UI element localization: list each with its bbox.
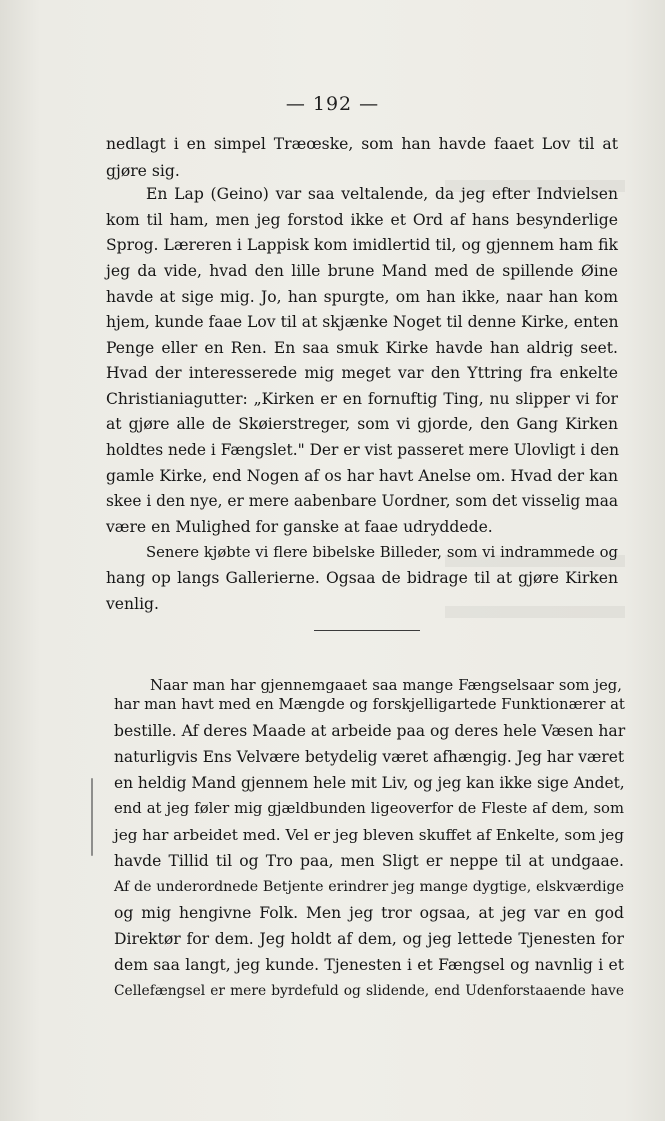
text-line: gjøre sig.: [106, 162, 180, 180]
text-line: dem saa langt, jeg kunde. Tjenesten i et Fængsel og navnlig i et: [114, 956, 624, 974]
text-line: Af de underordnede Betjente erindrer jeg mange dygtige, elskværdige: [114, 879, 624, 895]
text-line: havde Tillid til og Tro paa, men Sligt er neppe til at undgaae.: [114, 852, 624, 870]
text-line: skee i den nye, er mere aabenbare Uordner, som det visselig maa: [106, 492, 619, 510]
page-number: — 192 —: [285, 93, 380, 115]
text-line: hang op langs Gallerierne. Ogsaa de bidrage til at gjøre Kirken: [106, 569, 618, 587]
text-line: være en Mulighed for ganske at faae udryddede.: [106, 518, 493, 536]
text-line: og mig hengivne Folk. Men jeg tror ogsaa, at jeg var en god: [114, 904, 624, 922]
text-line: En Lap (Geino) var saa veltalende, da jeg efter Indvielsen: [146, 185, 618, 203]
text-line: Cellefængsel er mere byrdefuld og slidende, end Udenforstaaende have: [114, 983, 624, 999]
text-line: at gjøre alle de Skøierstreger, som vi gjorde, den Gang Kirken: [106, 415, 618, 433]
text-line: gamle Kirke, end Nogen af os har havt Anelse om. Hvad der kan: [106, 467, 618, 485]
text-line: Direktør for dem. Jeg holdt af dem, og jeg lettede Tjenesten for: [114, 930, 624, 948]
text-line: Senere kjøbte vi flere bibelske Billeder, som vi indrammede og: [146, 544, 618, 561]
text-line: nedlagt i en simpel Træœske, som han havde faaet Lov til at: [106, 135, 618, 153]
text-line: bestille. Af deres Maade at arbeide paa og deres hele Væsen har: [114, 722, 626, 740]
text-line: holdtes nede i Fængslet." Der er vist passeret mere Ulovligt i den: [106, 441, 620, 459]
text-line: naturligvis Ens Velvære betydelig været afhængig. Jeg har været: [114, 748, 624, 766]
text-line: Naar man har gjennemgaaet saa mange Fængselsaar som jeg,: [150, 677, 622, 694]
text-line: Christianiagutter: „Kirken er en fornuftig Ting, nu slipper vi for: [106, 390, 618, 408]
text-line: hjem, kunde faae Lov til at skjænke Noget til denne Kirke, enten: [106, 313, 619, 331]
text-line: kom til ham, men jeg forstod ikke et Ord af hans besynderlige: [106, 211, 618, 229]
text-line: havde at sige mig. Jo, han spurgte, om han ikke, naar han kom: [106, 288, 618, 306]
text-line: Sprog. Læreren i Lappisk kom imidlertid til, og gjennem ham fik: [106, 236, 618, 254]
text-line: har man havt med en Mængde og forskjelligartede Funktionærer at: [114, 696, 625, 713]
text-line: en heldig Mand gjennem hele mit Liv, og jeg kan ikke sige Andet,: [114, 774, 625, 792]
text-line: jeg har arbeidet med. Vel er jeg bleven skuffet af Enkelte, som jeg: [114, 826, 625, 844]
margin-pencil-mark: [91, 778, 93, 856]
text-line: Hvad der interesserede mig meget var den Yttring fra enkelte: [106, 364, 618, 382]
text-line: venlig.: [106, 595, 159, 613]
text-line: Penge eller en Ren. En saa smuk Kirke havde han aldrig seet.: [106, 339, 618, 357]
text-line: end at jeg føler mig gjældbunden ligeoverfor de Fleste af dem, som: [114, 800, 624, 817]
text-line: jeg da vide, hvad den lille brune Mand med de spillende Øine: [106, 262, 618, 280]
section-separator: [314, 630, 420, 631]
